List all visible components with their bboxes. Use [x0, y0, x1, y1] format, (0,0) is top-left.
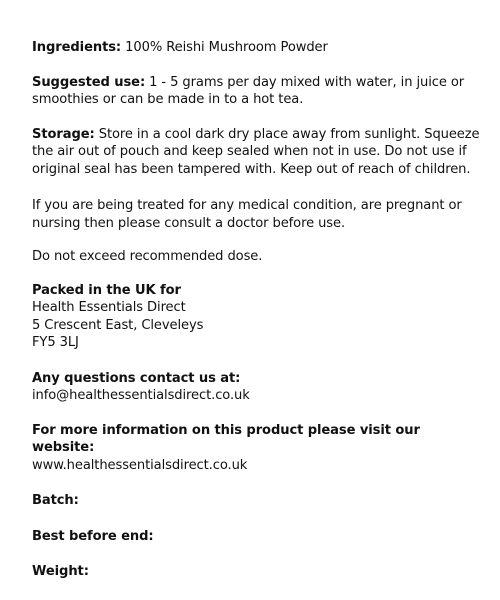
contact-heading: Any questions contact us at: [32, 370, 241, 386]
more-info-section [32, 422, 480, 475]
weight-label: Weight: [32, 564, 89, 579]
suggested-use-text: 1 - 5 grams per day mixed with water, in juice or smoothies or can be made in to a hot tea. [32, 74, 465, 107]
company-postcode: FY5 3LJ [32, 335, 79, 350]
more-info-heading: For more information on this product please visit our website: [32, 422, 420, 455]
dose-warning: Do not exceed recommended dose. [32, 249, 263, 264]
storage-text: Store in a cool dark dry place away from sunlight. Squeeze the air out of pouch and keep sealed when not in use. Do not use if original seal has been tampered with. Keep out of reach of children. [32, 126, 480, 177]
packed-for-section [32, 282, 480, 352]
best-before-label: Best before end: [32, 528, 154, 544]
medical-warning: If you are being treated for any medical condition, are pregnant or nursing then please consult a doctor before use. [32, 198, 462, 231]
packed-heading: Packed in the UK for [32, 282, 181, 298]
batch-label: Batch: [32, 493, 79, 508]
contact-email: info@healthessentialsdirect.co.uk [32, 388, 250, 403]
ingredients-text: 100% Reishi Mushroom Powder [121, 40, 328, 55]
ingredients-label: Ingredients: [32, 40, 122, 55]
website-url: www.healthessentialsdirect.co.uk [32, 457, 248, 473]
company-name: Health Essentials Direct [32, 300, 186, 315]
company-street: 5 Crescent East, Cleveleys [32, 317, 204, 333]
storage-label: Storage: [32, 126, 95, 142]
suggested-use-label: Suggested use: [32, 74, 146, 90]
suggested-use-section [32, 74, 480, 109]
contact-section [32, 370, 480, 405]
storage-section [32, 126, 480, 179]
ingredients-section [32, 39, 480, 57]
